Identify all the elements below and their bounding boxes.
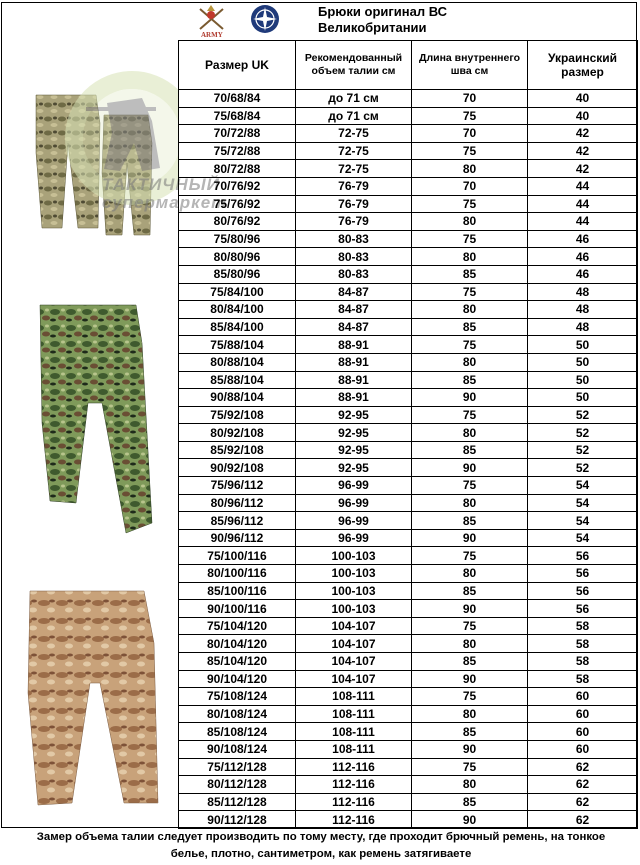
cell-ua-size: 54 bbox=[528, 494, 638, 512]
cell-waist: 108-111 bbox=[296, 705, 412, 723]
cell-ua-size: 48 bbox=[528, 301, 638, 319]
cell-waist: 108-111 bbox=[296, 723, 412, 741]
footnote-line1: Замер объема талии следует производить по тому месту, где проходит брючный ремень, на тонкое bbox=[36, 831, 606, 843]
table-row bbox=[179, 512, 638, 530]
page-title bbox=[318, 4, 518, 36]
footnote-line2: белье, плотно, сантиметром, как ремень затягиваете bbox=[170, 848, 472, 860]
cell-uk-size: 80/80/96 bbox=[179, 248, 296, 266]
cell-waist: 84-87 bbox=[296, 318, 412, 336]
table-row bbox=[179, 353, 638, 371]
cell-waist: 88-91 bbox=[296, 336, 412, 354]
cell-inseam: 80 bbox=[412, 705, 528, 723]
cell-ua-size: 42 bbox=[528, 160, 638, 178]
cell-uk-size: 80/104/120 bbox=[179, 635, 296, 653]
cell-ua-size: 62 bbox=[528, 776, 638, 794]
cell-ua-size: 50 bbox=[528, 371, 638, 389]
table-row bbox=[179, 230, 638, 248]
cell-ua-size: 56 bbox=[528, 582, 638, 600]
nato-emblem-icon bbox=[251, 5, 279, 33]
cell-inseam: 80 bbox=[412, 424, 528, 442]
cell-ua-size: 60 bbox=[528, 688, 638, 706]
cell-ua-size: 40 bbox=[528, 107, 638, 125]
cell-inseam: 80 bbox=[412, 565, 528, 583]
table-row bbox=[179, 529, 638, 547]
army-logo-text: ARMY bbox=[201, 31, 223, 39]
cell-inseam: 70 bbox=[412, 125, 528, 143]
table-row bbox=[179, 195, 638, 213]
cell-ua-size: 44 bbox=[528, 177, 638, 195]
cell-inseam: 75 bbox=[412, 688, 528, 706]
cell-ua-size: 58 bbox=[528, 617, 638, 635]
table-row bbox=[179, 617, 638, 635]
cell-waist: 108-111 bbox=[296, 688, 412, 706]
cell-waist: 100-103 bbox=[296, 565, 412, 583]
table-row bbox=[179, 90, 638, 108]
cell-ua-size: 52 bbox=[528, 406, 638, 424]
cell-waist: 108-111 bbox=[296, 740, 412, 758]
cell-uk-size: 75/112/128 bbox=[179, 758, 296, 776]
cell-inseam: 75 bbox=[412, 142, 528, 160]
table-row bbox=[179, 318, 638, 336]
cell-inseam: 85 bbox=[412, 265, 528, 283]
cell-inseam: 75 bbox=[412, 283, 528, 301]
cell-uk-size: 90/92/108 bbox=[179, 459, 296, 477]
cell-inseam: 75 bbox=[412, 547, 528, 565]
cell-uk-size: 75/68/84 bbox=[179, 107, 296, 125]
cell-waist: 104-107 bbox=[296, 635, 412, 653]
cell-waist: 72-75 bbox=[296, 125, 412, 143]
cell-inseam: 75 bbox=[412, 107, 528, 125]
table-row bbox=[179, 705, 638, 723]
cell-uk-size: 80/100/116 bbox=[179, 565, 296, 583]
cell-inseam: 85 bbox=[412, 793, 528, 811]
cell-uk-size: 85/84/100 bbox=[179, 318, 296, 336]
table-row bbox=[179, 336, 638, 354]
cell-uk-size: 75/76/92 bbox=[179, 195, 296, 213]
cell-ua-size: 48 bbox=[528, 283, 638, 301]
cell-uk-size: 85/100/116 bbox=[179, 582, 296, 600]
cell-ua-size: 56 bbox=[528, 565, 638, 583]
watermark-line1: ТАКТИЧНЫЙ bbox=[102, 175, 220, 194]
cell-waist: 112-116 bbox=[296, 758, 412, 776]
cell-uk-size: 90/104/120 bbox=[179, 670, 296, 688]
cell-ua-size: 54 bbox=[528, 529, 638, 547]
cell-uk-size: 80/108/124 bbox=[179, 705, 296, 723]
table-row bbox=[179, 723, 638, 741]
table-row bbox=[179, 125, 638, 143]
title-line1: Брюки оригинал ВС bbox=[318, 4, 448, 19]
cell-waist: 88-91 bbox=[296, 389, 412, 407]
table-row bbox=[179, 160, 638, 178]
cell-uk-size: 85/92/108 bbox=[179, 441, 296, 459]
cell-waist: 84-87 bbox=[296, 283, 412, 301]
cell-waist: 96-99 bbox=[296, 512, 412, 530]
cell-uk-size: 90/96/112 bbox=[179, 529, 296, 547]
cell-waist: 84-87 bbox=[296, 301, 412, 319]
cell-waist: 112-116 bbox=[296, 776, 412, 794]
cell-inseam: 75 bbox=[412, 406, 528, 424]
table-row bbox=[179, 635, 638, 653]
table-row bbox=[179, 265, 638, 283]
table-row bbox=[179, 459, 638, 477]
cell-inseam: 80 bbox=[412, 160, 528, 178]
table-row bbox=[179, 177, 638, 195]
cell-inseam: 75 bbox=[412, 336, 528, 354]
column-header-waist: Рекомендованный объем талии см bbox=[296, 41, 412, 90]
cell-ua-size: 50 bbox=[528, 353, 638, 371]
cell-waist: 80-83 bbox=[296, 248, 412, 266]
table-body bbox=[179, 90, 638, 829]
cell-inseam: 85 bbox=[412, 371, 528, 389]
cell-waist: 88-91 bbox=[296, 353, 412, 371]
cell-waist: 80-83 bbox=[296, 265, 412, 283]
cell-uk-size: 70/68/84 bbox=[179, 90, 296, 108]
cell-uk-size: 75/104/120 bbox=[179, 617, 296, 635]
logos bbox=[195, 3, 285, 39]
cell-inseam: 70 bbox=[412, 90, 528, 108]
table-row bbox=[179, 565, 638, 583]
cell-ua-size: 60 bbox=[528, 705, 638, 723]
cell-inseam: 85 bbox=[412, 582, 528, 600]
cell-waist: 72-75 bbox=[296, 160, 412, 178]
cell-ua-size: 54 bbox=[528, 512, 638, 530]
table-row bbox=[179, 688, 638, 706]
cell-uk-size: 80/112/128 bbox=[179, 776, 296, 794]
watermark-line2: супермаркет bbox=[102, 193, 228, 212]
cell-inseam: 85 bbox=[412, 318, 528, 336]
cell-waist: 104-107 bbox=[296, 670, 412, 688]
cell-inseam: 85 bbox=[412, 723, 528, 741]
cell-waist: 76-79 bbox=[296, 195, 412, 213]
cell-uk-size: 75/92/108 bbox=[179, 406, 296, 424]
cell-ua-size: 46 bbox=[528, 248, 638, 266]
cell-ua-size: 60 bbox=[528, 740, 638, 758]
cell-ua-size: 62 bbox=[528, 811, 638, 829]
cell-uk-size: 90/108/124 bbox=[179, 740, 296, 758]
cell-waist: 112-116 bbox=[296, 811, 412, 829]
cell-waist: 104-107 bbox=[296, 617, 412, 635]
table-row bbox=[179, 424, 638, 442]
cell-inseam: 85 bbox=[412, 441, 528, 459]
cell-waist: 76-79 bbox=[296, 213, 412, 231]
emblems bbox=[195, 3, 285, 39]
cell-inseam: 80 bbox=[412, 248, 528, 266]
cell-waist: 96-99 bbox=[296, 477, 412, 495]
cell-ua-size: 46 bbox=[528, 230, 638, 248]
cell-ua-size: 44 bbox=[528, 213, 638, 231]
cell-inseam: 90 bbox=[412, 529, 528, 547]
cell-waist: 92-95 bbox=[296, 459, 412, 477]
dpm-pants-image bbox=[40, 305, 152, 533]
cell-inseam: 80 bbox=[412, 353, 528, 371]
cell-inseam: 75 bbox=[412, 617, 528, 635]
cell-inseam: 90 bbox=[412, 459, 528, 477]
cell-uk-size: 85/112/128 bbox=[179, 793, 296, 811]
cell-waist: 112-116 bbox=[296, 793, 412, 811]
cell-inseam: 85 bbox=[412, 653, 528, 671]
cell-waist: 72-75 bbox=[296, 142, 412, 160]
cell-uk-size: 80/88/104 bbox=[179, 353, 296, 371]
cell-waist: 96-99 bbox=[296, 529, 412, 547]
cell-waist: 80-83 bbox=[296, 230, 412, 248]
cell-waist: 92-95 bbox=[296, 406, 412, 424]
table-row bbox=[179, 441, 638, 459]
cell-inseam: 90 bbox=[412, 389, 528, 407]
cell-inseam: 75 bbox=[412, 230, 528, 248]
cell-inseam: 90 bbox=[412, 670, 528, 688]
cell-waist: 92-95 bbox=[296, 441, 412, 459]
table-row bbox=[179, 653, 638, 671]
table-row bbox=[179, 547, 638, 565]
cell-inseam: 90 bbox=[412, 740, 528, 758]
table-row bbox=[179, 494, 638, 512]
cell-uk-size: 80/96/112 bbox=[179, 494, 296, 512]
column-header-ua-size: Украинский размер bbox=[528, 41, 638, 90]
table-row bbox=[179, 389, 638, 407]
table-row bbox=[179, 758, 638, 776]
column-header-uk-size: Размер UK bbox=[179, 41, 296, 90]
cell-inseam: 80 bbox=[412, 635, 528, 653]
cell-ua-size: 60 bbox=[528, 723, 638, 741]
cell-ua-size: 56 bbox=[528, 547, 638, 565]
cell-waist: 104-107 bbox=[296, 653, 412, 671]
cell-uk-size: 75/84/100 bbox=[179, 283, 296, 301]
cell-uk-size: 75/80/96 bbox=[179, 230, 296, 248]
cell-uk-size: 90/100/116 bbox=[179, 600, 296, 618]
table-row bbox=[179, 371, 638, 389]
cell-ua-size: 52 bbox=[528, 459, 638, 477]
table-row bbox=[179, 670, 638, 688]
table-row bbox=[179, 600, 638, 618]
cell-ua-size: 42 bbox=[528, 142, 638, 160]
table-row bbox=[179, 793, 638, 811]
footnote bbox=[4, 829, 638, 863]
cell-waist: 92-95 bbox=[296, 424, 412, 442]
cell-ua-size: 62 bbox=[528, 758, 638, 776]
cell-uk-size: 85/88/104 bbox=[179, 371, 296, 389]
cell-uk-size: 75/88/104 bbox=[179, 336, 296, 354]
cell-waist: до 71 см bbox=[296, 90, 412, 108]
cell-inseam: 70 bbox=[412, 177, 528, 195]
cell-waist: 100-103 bbox=[296, 600, 412, 618]
table-row bbox=[179, 811, 638, 829]
cell-uk-size: 75/108/124 bbox=[179, 688, 296, 706]
table-row bbox=[179, 283, 638, 301]
cell-uk-size: 75/100/116 bbox=[179, 547, 296, 565]
cell-ua-size: 48 bbox=[528, 318, 638, 336]
cell-inseam: 85 bbox=[412, 512, 528, 530]
cell-ua-size: 52 bbox=[528, 424, 638, 442]
cell-waist: до 71 см bbox=[296, 107, 412, 125]
size-table bbox=[178, 40, 638, 829]
table-header-row bbox=[179, 41, 638, 90]
cell-ua-size: 54 bbox=[528, 477, 638, 495]
cell-uk-size: 80/76/92 bbox=[179, 213, 296, 231]
cell-waist: 88-91 bbox=[296, 371, 412, 389]
column-header-inseam: Длина внутреннего шва см bbox=[412, 41, 528, 90]
cell-uk-size: 85/104/120 bbox=[179, 653, 296, 671]
desert-pants-image bbox=[28, 591, 158, 805]
cell-ua-size: 58 bbox=[528, 670, 638, 688]
cell-uk-size: 85/80/96 bbox=[179, 265, 296, 283]
cell-ua-size: 58 bbox=[528, 653, 638, 671]
cell-waist: 100-103 bbox=[296, 547, 412, 565]
cell-ua-size: 50 bbox=[528, 336, 638, 354]
pants-illustrations bbox=[2, 3, 178, 827]
cell-uk-size: 80/84/100 bbox=[179, 301, 296, 319]
table-row bbox=[179, 107, 638, 125]
title-line2: Великобритании bbox=[318, 20, 427, 35]
cell-waist: 76-79 bbox=[296, 177, 412, 195]
cell-uk-size: 90/88/104 bbox=[179, 389, 296, 407]
table-row bbox=[179, 406, 638, 424]
cell-ua-size: 56 bbox=[528, 600, 638, 618]
cell-uk-size: 80/72/88 bbox=[179, 160, 296, 178]
cell-ua-size: 58 bbox=[528, 635, 638, 653]
cell-ua-size: 52 bbox=[528, 441, 638, 459]
table-row bbox=[179, 213, 638, 231]
table-row bbox=[179, 477, 638, 495]
cell-uk-size: 90/112/128 bbox=[179, 811, 296, 829]
cell-inseam: 90 bbox=[412, 811, 528, 829]
table-row bbox=[179, 740, 638, 758]
cell-inseam: 75 bbox=[412, 758, 528, 776]
product-images bbox=[2, 3, 178, 827]
army-emblem-icon bbox=[200, 5, 223, 29]
table-row bbox=[179, 301, 638, 319]
cell-uk-size: 85/108/124 bbox=[179, 723, 296, 741]
cell-ua-size: 50 bbox=[528, 389, 638, 407]
cell-ua-size: 40 bbox=[528, 90, 638, 108]
cell-inseam: 80 bbox=[412, 776, 528, 794]
cell-inseam: 80 bbox=[412, 213, 528, 231]
cell-inseam: 80 bbox=[412, 301, 528, 319]
cell-uk-size: 80/92/108 bbox=[179, 424, 296, 442]
table-row bbox=[179, 248, 638, 266]
cell-ua-size: 62 bbox=[528, 793, 638, 811]
cell-ua-size: 44 bbox=[528, 195, 638, 213]
cell-uk-size: 70/76/92 bbox=[179, 177, 296, 195]
cell-waist: 100-103 bbox=[296, 582, 412, 600]
table-row bbox=[179, 142, 638, 160]
cell-uk-size: 85/96/112 bbox=[179, 512, 296, 530]
cell-inseam: 75 bbox=[412, 195, 528, 213]
cell-uk-size: 70/72/88 bbox=[179, 125, 296, 143]
cell-inseam: 75 bbox=[412, 477, 528, 495]
table-row bbox=[179, 776, 638, 794]
cell-uk-size: 75/72/88 bbox=[179, 142, 296, 160]
cell-uk-size: 75/96/112 bbox=[179, 477, 296, 495]
cell-ua-size: 46 bbox=[528, 265, 638, 283]
cell-ua-size: 42 bbox=[528, 125, 638, 143]
table-row bbox=[179, 582, 638, 600]
cell-waist: 96-99 bbox=[296, 494, 412, 512]
cell-inseam: 80 bbox=[412, 494, 528, 512]
cell-inseam: 90 bbox=[412, 600, 528, 618]
